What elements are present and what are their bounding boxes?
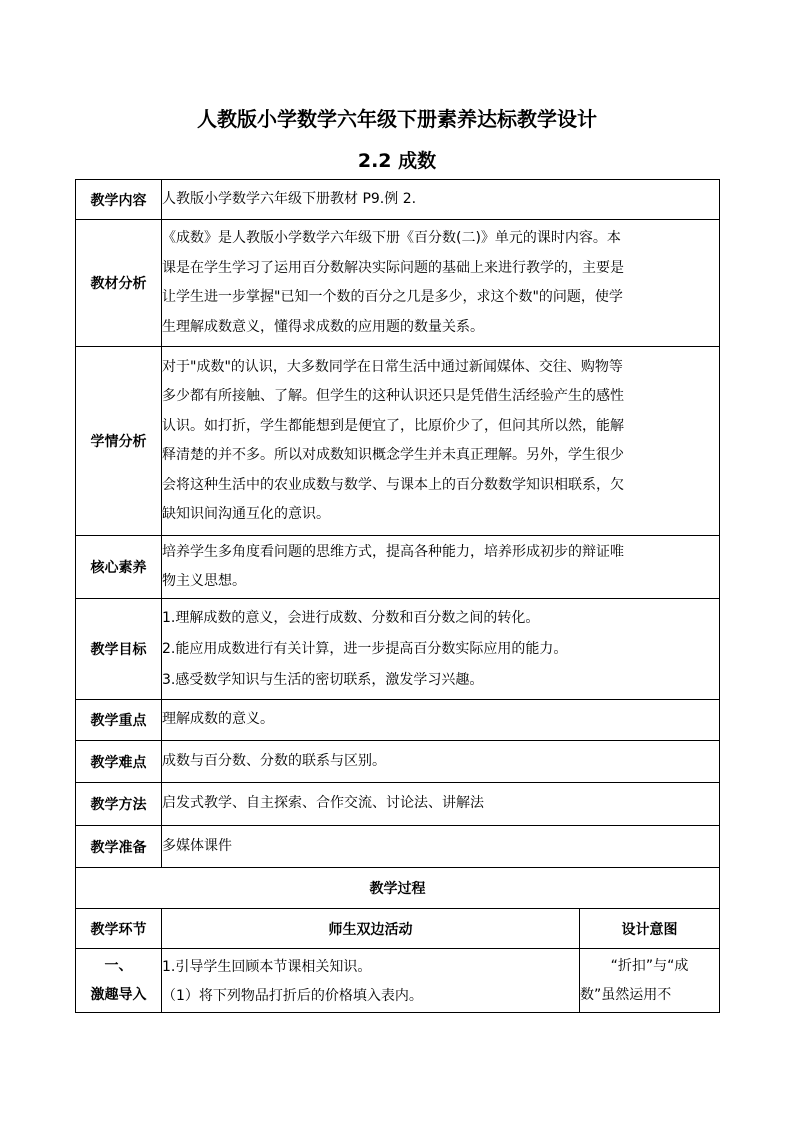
row-teaching-method bbox=[76, 783, 720, 826]
preparation-text: 多媒体课件 bbox=[162, 826, 720, 868]
text-line: 物主义思想。 bbox=[162, 573, 246, 589]
goal-item: 2.能应用成数进行有关计算，进一步提高百分数实际应用的能力。 bbox=[162, 640, 568, 657]
text-line: 让学生进一步掌握"已知一个数的百分之几是多少，求这个数"的问题，使学 bbox=[162, 289, 623, 305]
text-line: 释清楚的并不多。所以对成数知识概念学生并未真正理解。另外，学生很少 bbox=[162, 447, 624, 463]
row-process-columns bbox=[76, 909, 720, 949]
teaching-goals-text bbox=[162, 599, 720, 700]
column-header-intent: 设计意图 bbox=[580, 909, 720, 949]
label-teaching-content: 教学内容 bbox=[76, 180, 162, 220]
text-line: 对于"成数"的认识，大多数同学在日常生活中通过新闻媒体、交往、购物等 bbox=[162, 358, 623, 375]
row-process-heading bbox=[76, 868, 720, 909]
text-line: 数”虽然运用不 bbox=[580, 986, 672, 1003]
text-line: 1.引导学生回顾本节课相关知识。 bbox=[162, 958, 372, 975]
stage-number: 一、 bbox=[104, 957, 133, 974]
text-line: 生理解成数意义，懂得求成数的应用题的数量关系。 bbox=[162, 318, 484, 335]
material-analysis-text bbox=[162, 220, 720, 347]
lesson-plan-table bbox=[75, 179, 720, 1013]
column-header-activity: 师生双边活动 bbox=[162, 909, 580, 949]
text-line: 培养学生多角度看问题的思维方式，提高各种能力，培养形成初步的辩证唯 bbox=[162, 543, 624, 560]
row-difficulty bbox=[76, 741, 720, 783]
label-teaching-method: 教学方法 bbox=[76, 783, 162, 826]
teaching-content-text: 人教版小学数学六年级下册教材 P9.例 2. bbox=[162, 180, 720, 220]
teaching-method-text: 启发式教学、自主探索、合作交流、讨论法、讲解法 bbox=[162, 783, 720, 826]
stage-1-intent bbox=[580, 949, 720, 1013]
text-line: 《成数》是人教版小学数学六年级下册《百分数(二)》单元的课时内容。本 bbox=[162, 230, 621, 246]
text-line: 多少都有所接触、了解。但学生的这种认识还只是凭借生活经验产生的感性 bbox=[162, 388, 624, 404]
label-teaching-goals: 教学目标 bbox=[76, 599, 162, 700]
row-key-point bbox=[76, 700, 720, 741]
stage-1-cell bbox=[76, 949, 162, 1013]
label-core-literacy: 核心素养 bbox=[76, 536, 162, 599]
label-key-point: 教学重点 bbox=[76, 700, 162, 741]
row-material-analysis bbox=[76, 220, 720, 347]
text-line: 会将这种生活中的农业成数与数学、与课本上的百分数数学知识相联系，欠 bbox=[162, 476, 624, 493]
label-student-analysis: 学情分析 bbox=[76, 347, 162, 536]
document-title: 人教版小学数学六年级下册素养达标教学设计 bbox=[197, 107, 597, 131]
goal-item: 3.感受数学知识与生活的密切联系，激发学习兴趣。 bbox=[162, 671, 484, 688]
row-preparation bbox=[76, 826, 720, 868]
column-header-stage: 教学环节 bbox=[76, 909, 162, 949]
label-material-analysis: 教材分析 bbox=[76, 220, 162, 347]
key-point-text: 理解成数的意义。 bbox=[162, 700, 720, 741]
stage-name: 激趣导入 bbox=[90, 986, 147, 1003]
text-line: 课是在学生学习了运用百分数解决实际问题的基础上来进行教学的，主要是 bbox=[162, 259, 624, 276]
label-preparation: 教学准备 bbox=[76, 826, 162, 868]
difficulty-text: 成数与百分数、分数的联系与区别。 bbox=[162, 741, 720, 783]
row-teaching-goals bbox=[76, 599, 720, 700]
label-difficulty: 教学难点 bbox=[76, 741, 162, 783]
row-teaching-content bbox=[76, 180, 720, 220]
core-literacy-text bbox=[162, 536, 720, 599]
text-line: “折扣”与“成 bbox=[610, 957, 689, 974]
row-stage-1 bbox=[76, 949, 720, 1013]
row-student-analysis bbox=[76, 347, 720, 536]
text-line: 缺知识间沟通互化的意识。 bbox=[162, 506, 330, 522]
goal-item: 1.理解成数的意义，会进行成数、分数和百分数之间的转化。 bbox=[162, 609, 540, 626]
lesson-title: 2.2 成数 bbox=[357, 150, 437, 172]
row-core-literacy bbox=[76, 536, 720, 599]
student-analysis-text bbox=[162, 347, 720, 536]
stage-1-activity bbox=[162, 949, 580, 1013]
process-heading: 教学过程 bbox=[76, 868, 720, 909]
text-line: 认识。如打折，学生都能想到是便宜了，比原价少了，但问其所以然，能解 bbox=[162, 417, 624, 434]
text-line: （1）将下列物品打折后的价格填入表内。 bbox=[162, 987, 423, 1004]
